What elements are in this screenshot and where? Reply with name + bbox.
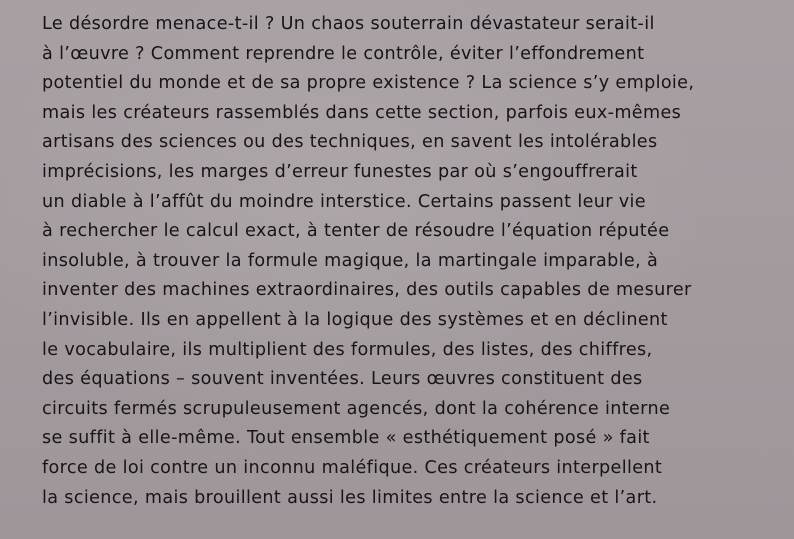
text-line: se suffit à elle-même. Tout ensemble « esthétiquement posé » fait [42, 428, 650, 449]
text-line: imprécisions, les marges d’erreur funestes par où s’engouffrerait [42, 161, 638, 182]
text-line: artisans des sciences ou des techniques, en savent les intolérables [42, 132, 658, 153]
text-line: inventer des machines extraordinaires, des outils capables de mesurer [42, 280, 692, 301]
text-line: des équations – souvent inventées. Leurs œuvres constituent des [42, 369, 643, 390]
text-line: insoluble, à trouver la formule magique, la martingale imparable, à [42, 250, 659, 271]
text-line: Le désordre menace-t-il ? Un chaos souterrain dévastateur serait-il [42, 14, 655, 34]
text-line: mais les créateurs rassemblés dans cette section, parfois eux-mêmes [42, 102, 682, 123]
text-line: circuits fermés scrupuleusement agencés, dont la cohérence interne [42, 398, 671, 419]
text-line: à l’œuvre ? Comment reprendre le contrôle, éviter l’effondrement [42, 43, 645, 64]
text-line: un diable à l’affût du moindre interstice. Certains passent leur vie [42, 191, 646, 212]
text-line: le vocabulaire, ils multiplient des formules, des listes, des chiffres, [42, 339, 653, 360]
text-line: potentiel du monde et de sa propre existence ? La science s’y emploie, [42, 73, 695, 94]
text-line: à rechercher le calcul exact, à tenter de résoudre l’équation réputée [42, 221, 670, 242]
text-line: force de loi contre un inconnu maléfique. Ces créateurs interpellent [42, 457, 663, 478]
text-line: l’invisible. Ils en appellent à la logique des systèmes et en déclinent [42, 309, 668, 330]
wall-text-paragraph [42, 10, 782, 513]
text-line: la science, mais brouillent aussi les limites entre la science et l’art. [42, 487, 658, 508]
